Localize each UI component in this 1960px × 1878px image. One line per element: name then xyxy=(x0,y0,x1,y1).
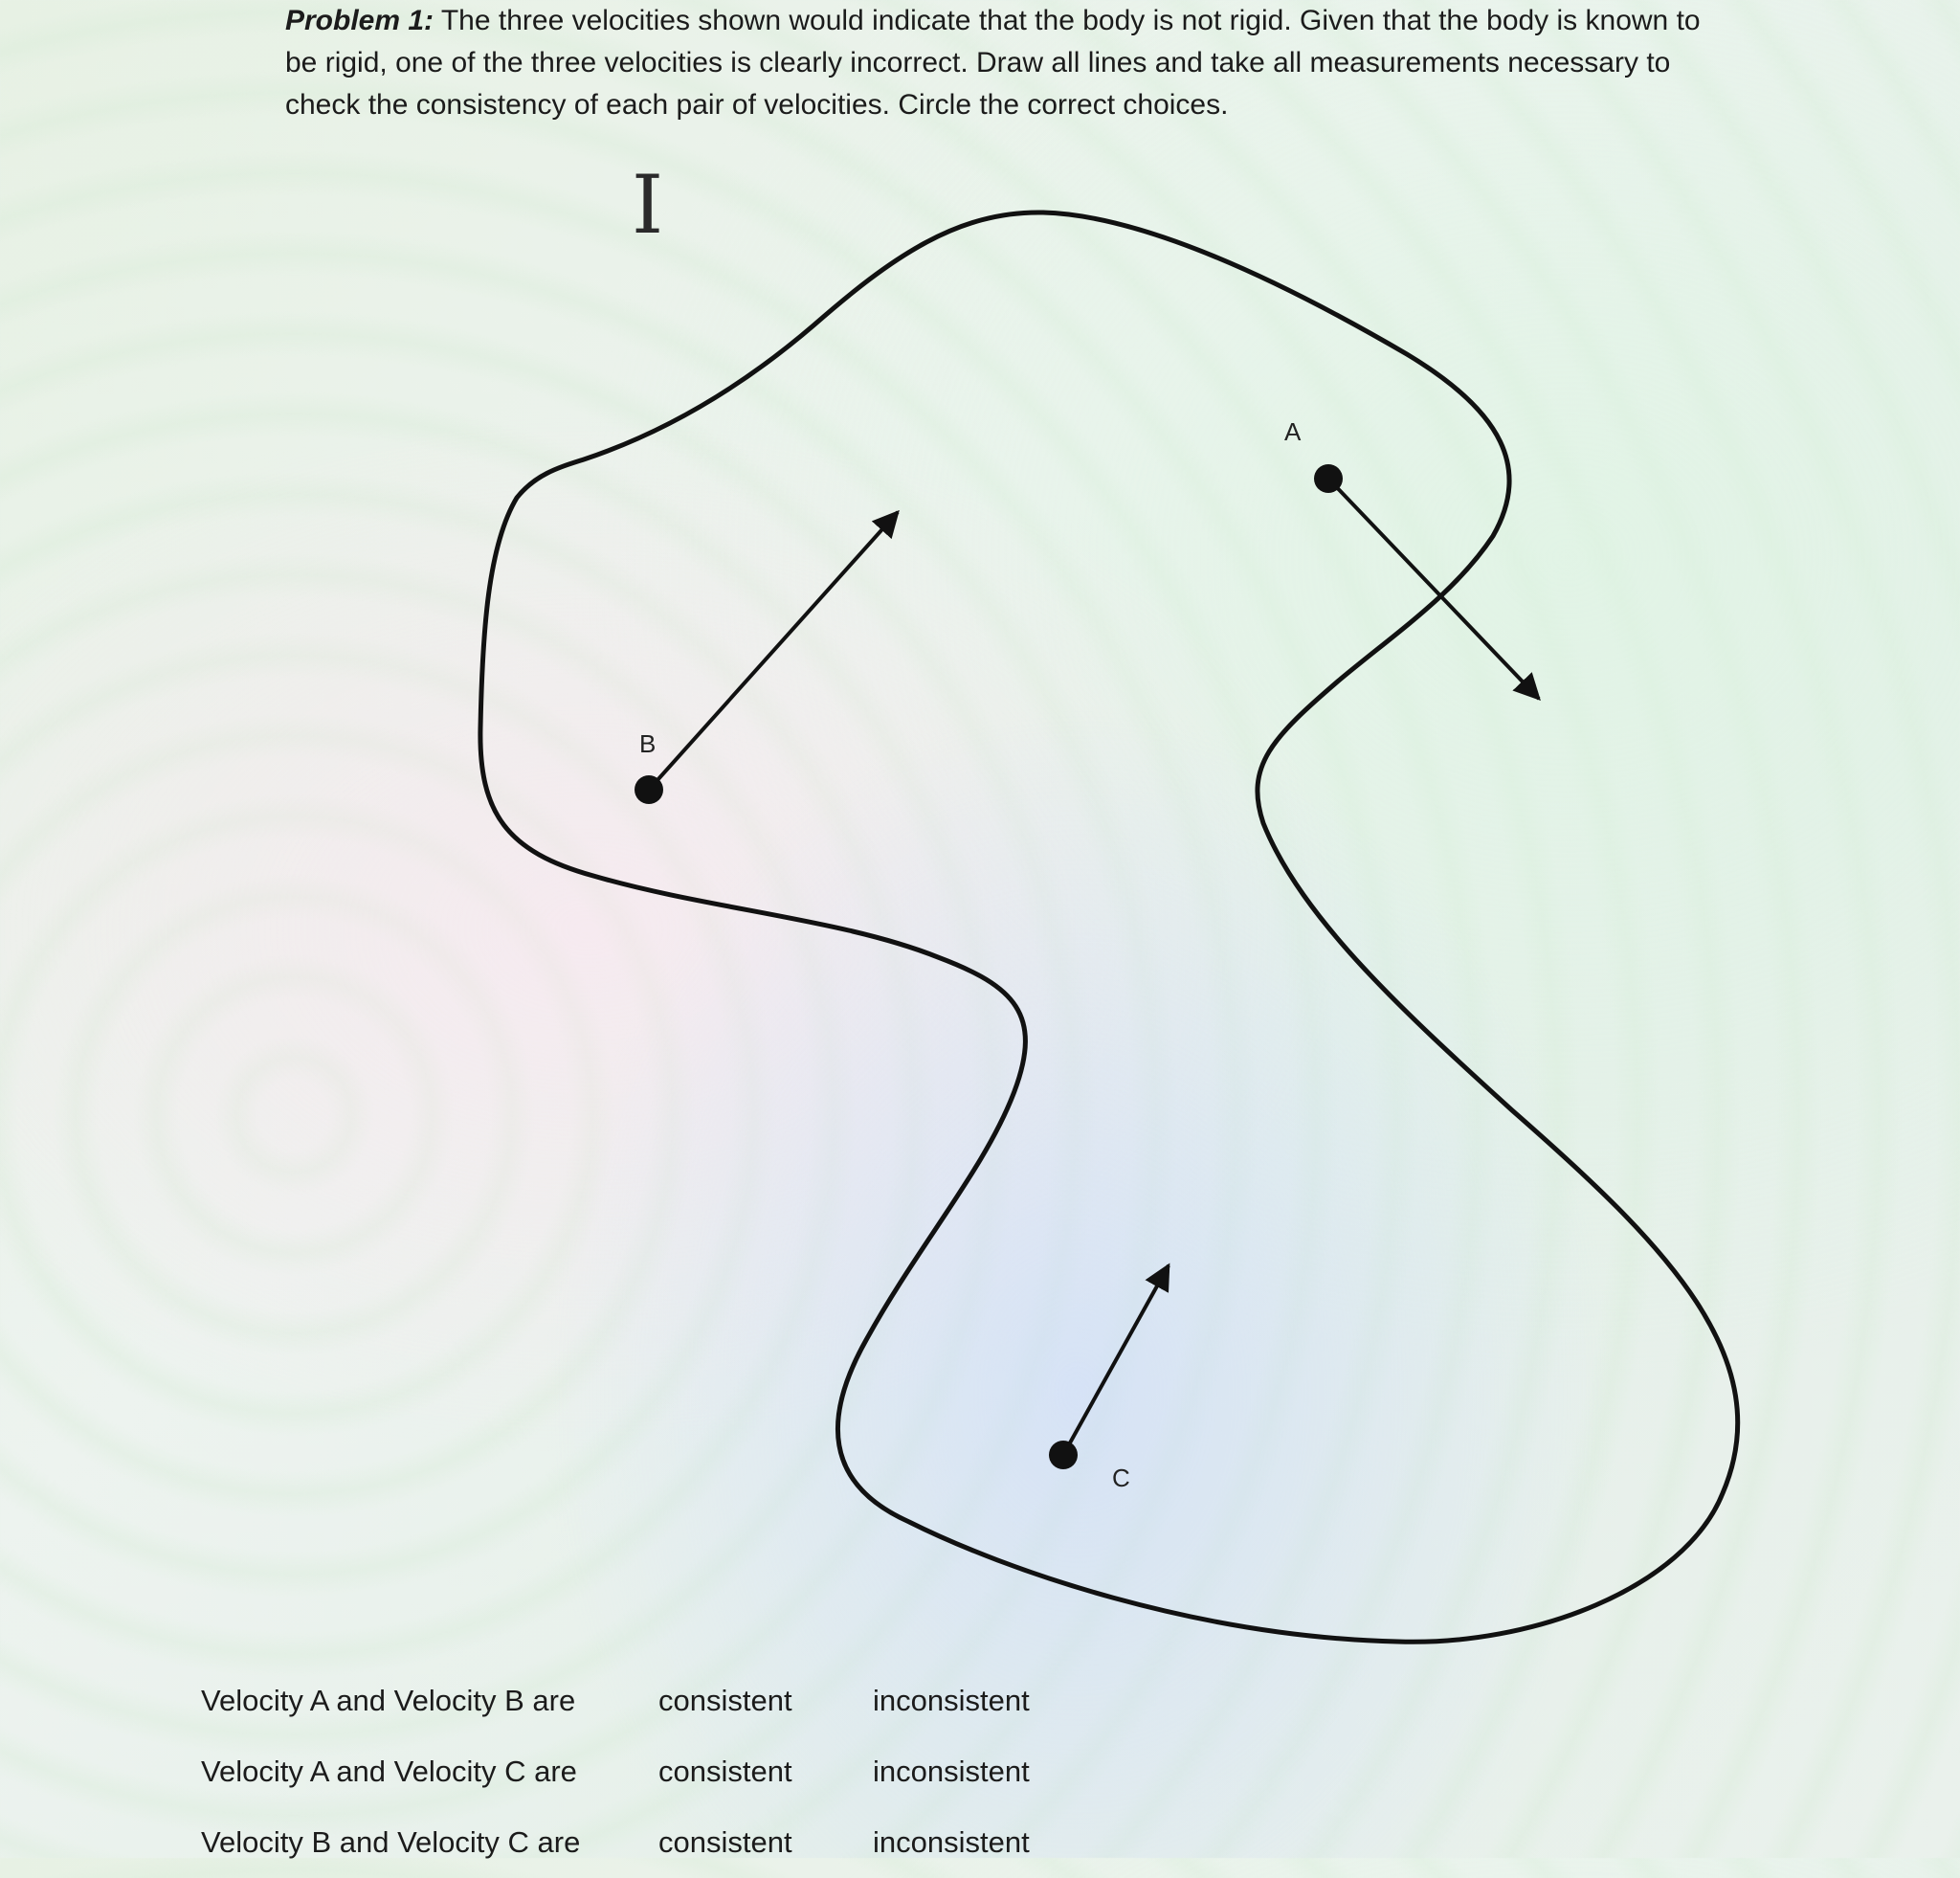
inconsistent-option[interactable]: inconsistent xyxy=(873,1825,1030,1859)
pair-label: Velocity B and Velocity C are xyxy=(201,1825,581,1859)
velocity-b-arrow xyxy=(649,512,898,790)
inconsistent-option[interactable]: inconsistent xyxy=(873,1684,1030,1717)
problem-label: Problem 1: xyxy=(285,5,434,36)
body-outline xyxy=(480,212,1738,1642)
pair-label: Velocity A and Velocity C are xyxy=(201,1755,577,1788)
point-b-dot xyxy=(635,775,663,804)
choice-row-ab xyxy=(201,1666,1064,1736)
text-cursor-icon: I xyxy=(632,158,664,252)
point-a xyxy=(1284,417,1539,699)
choices-list xyxy=(201,1666,1064,1878)
point-c xyxy=(1049,1265,1169,1492)
consistent-option[interactable]: consistent xyxy=(658,1684,792,1717)
inconsistent-option[interactable]: inconsistent xyxy=(873,1755,1030,1788)
velocity-c-arrow xyxy=(1063,1265,1169,1455)
point-b-label: B xyxy=(639,729,657,758)
choice-row-ac xyxy=(201,1736,1064,1807)
point-a-dot xyxy=(1314,464,1343,493)
consistent-option[interactable]: consistent xyxy=(658,1825,792,1859)
point-a-label: A xyxy=(1284,417,1302,446)
pair-label: Velocity A and Velocity B are xyxy=(201,1684,576,1717)
problem-text: The three velocities shown would indicate that the body is not rigid. Given that the body is known to be rigid, one of the three velocities is clearly incorrect. Draw all lines and take all measurements necessary to check the consistency of each pair of velocities. Circle the correct choices. xyxy=(285,5,1701,121)
point-c-dot xyxy=(1049,1441,1078,1469)
point-c-label: C xyxy=(1112,1464,1130,1492)
choice-row-bc xyxy=(201,1807,1064,1878)
consistent-option[interactable]: consistent xyxy=(658,1755,792,1788)
point-b xyxy=(635,512,898,804)
